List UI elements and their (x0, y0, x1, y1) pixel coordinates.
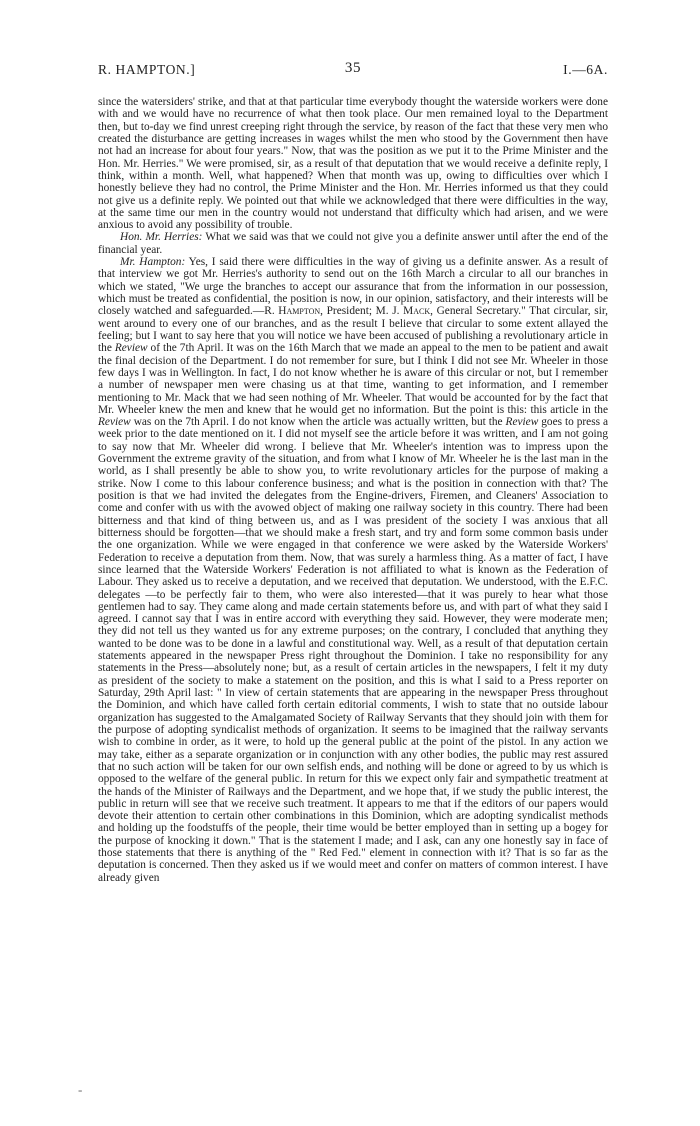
speaker-name: Hon. Mr. Herries: (120, 231, 203, 244)
page-number: 35 (344, 60, 362, 76)
body-text (98, 96, 608, 884)
signatory-name: Mack (403, 305, 431, 318)
header-paper-reference: I.—6A. (563, 62, 608, 77)
paragraph-hampton: Mr. Hampton: Yes, I said there were difficulties in the way of giving us a definite answer. As a result of that interview we got Mr. Herries's authority to send out on the 16th March a circular to all our branches in which we stated, "We urge the branches to accept our assurance that from the information in our possession, which must be treated as confidential, the position is now, in our opinion, satisfactory, and their interests will be closely watched and safeguarded.—R. Hampton, President; M. J. Mack, General Secretary." That circular, sir, went around to every one of our branches, and as the result I believe that circular to some extent allayed the feeling; but I want to say here that you will notice we have been accused of publishing a revolutionary article in the Review of the 7th April. It was on the 16th March that we made an appeal to the men to be patient and await the final decision of the Department. I do not remember for sure, but I think I did not see Mr. Wheeler in those few days I was in Wellington. In fact, I do not know whether he is aware of this circular or not, but I remember a number of newspaper men were chasing us at that time, wanting to get information, and I remember mentioning to Mr. Mack that we had seen nothing of Mr. Wheeler. That would be accounted for by the fact that Mr. Wheeler knew the men and knew that he would get no information. But the point is this: this article in the Review was on the 7th April. I do not know when the article was actually written, but the Review goes to press a week prior to the date mentioned on it. I did not myself see the article before it was written, and I am not going to say now that Mr. Wheeler did wrong. I believe that Mr. Wheeler's intention was to impress upon the Government the extreme gravity of the situation, and from what I know of Mr. Wheeler he is the last man in the world, as I shall presently be able to show you, to write revolutionary articles for the purpose of making a strike. Now I come to this labour conference business; and what is the position in connection with that? The position is that we had invited the delegates from the Engine-drivers, Firemen, and Cleaners' Association to come and confer with us with the avowed object of making one railway society in this country. There had been bitterness and that kind of thing between us, and as I was president of the society I was anxious that all bitterness should be forgotten—that we should make a fresh start, and try and form some common basis under the one organization. While we were engaged in that conference we were asked by the Waterside Workers' Federation to receive a deputation from them. Now, that was surely a harmless thing. As a matter of fact, I have since learned that the Waterside Workers' Federation is not affiliated to what is known as the Federation of Labour. They asked us to receive a deputation, and we received that deputation. We understood, with the E.F.C. delegates —to be perfectly fair to them, who were also interested—that it was purely to hear what those gentlemen had to say. They came along and made certain statements before us, and with part of what they said I agreed. I cannot say that I was in entire accord with everything they said. However, they were moderate men; they did not tell us they wanted us for any extreme purposes; on the contrary, I concluded that anything they wanted to be done was to be done in a lawful and constitutional way. Well, as a result of that deputation certain statements appeared in the newspaper Press right throughout the Dominion. I take no responsibility for any statements in the Press—absolutely none; but, as a result of certain articles in the newspapers, I felt it my duty as president of the society to make a statement on the position, and this is what I said to a Press reporter on Saturday, 29th April last: " In view of certain statements that are appearing in the newspaper Press throughout the Dominion, and which have called forth certain editorial comments, I wish to state that no outside labour organization has suggested to the Amalgamated Society of Railway Servants that they should join with them for the purpose of adopting syndicalist methods of organization. It seems to be imagined that the railway servants wish to combine in order, as it were, to hold up the general public at the point of the pistol. In any action we may take, either as a separate organization or in conjunction with any other bodies, the public may rest assured that no such action will be taken for our own selfish ends, and nothing will be done or agreed to by us which is opposed to the welfare of the general public. In return for this we expect only fair and sympathetic treatment at the hands of the Minister of Railways and the Department, and we hope that, if we study the public interest, the public in return will see that we receive such treatment. It appears to me that if the editors of our papers would devote their attention to certain other combinations in this Dominion, which are adopting syndicalist methods and holding up the foodstuffs of the people, their time would be better employed than in setting up a bogey for the purpose of knocking it down." That is the statement I made; and I ask, can any one honestly say in face of those statements that there is anything of the " Red Fed." element in connection with it? That is so far as the deputation is concerned. Then they asked us if we would meet and confer on matters of common interest. I have already given (98, 256, 608, 884)
publication-title: Review (114, 342, 148, 355)
publication-title: Review (98, 416, 131, 429)
paragraph-continuation: since the watersiders' strike, and that at that particular time everybody thought the waterside workers were done with and we would have no recurrence of what then took place. Our men remained loyal to the Department then, but to-day we find unrest creeping right through the service, by reason of the fact that these very men who created the disturbance are getting increases in wages whilst the men who stood by the Government then have not had an increase for about four years." Now, that was the position as we put it to the Prime Minister and the Hon. Mr. Herries." We were promised, sir, as a result of that deputation that we would receive a definite reply, I think, within a month. Well, what happened? When that month was up, owing to difficulties over which I honestly believe they had no control, the Prime Minister and the Hon. Mr. Herries informed us that they could not give us a definite reply. We pointed out that while we acknowledged that there were difficulties in the way, at the same time our men in the country would not understand that difficulty which had arisen, and we were anxious to avoid any possibility of trouble. (98, 96, 608, 232)
running-header (98, 62, 608, 78)
signatory-name: R. Hampton (264, 305, 321, 318)
publication-title: Review (505, 416, 539, 429)
paragraph-herries: Hon. Mr. Herries: What we said was that we could not give you a definite answer until after the end of the financial year. (98, 231, 609, 256)
speaker-name: Mr. Hampton: (120, 256, 186, 269)
header-speaker: R. HAMPTON.] (98, 62, 196, 77)
margin-mark: - (78, 1082, 83, 1097)
